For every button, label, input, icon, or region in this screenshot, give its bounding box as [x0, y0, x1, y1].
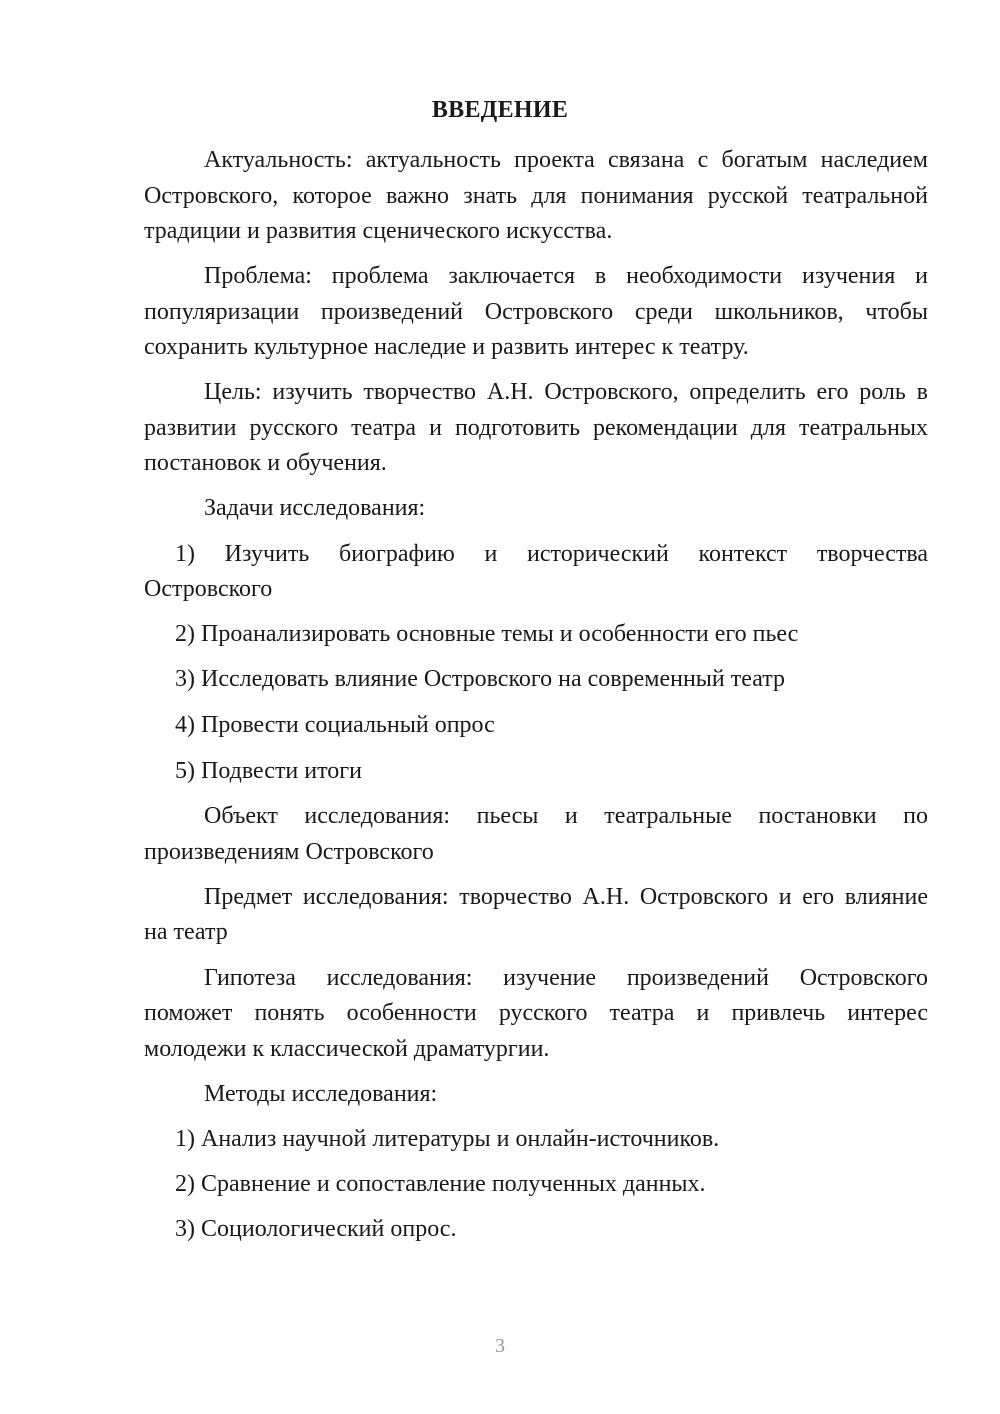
object-line-2: произведениям Островского	[144, 839, 434, 865]
page-number: 3	[495, 1335, 505, 1357]
problem-line-1: Проблема: проблема заключается в необходимости изучения и	[204, 263, 928, 289]
relevance-line-2: Островского, которое важно знать для понимания русской театральной	[144, 183, 928, 209]
task-item-3: 3) Исследовать влияние Островского на современный театр	[175, 666, 786, 692]
hypothesis-line-3: молодежи к классической драматургии.	[144, 1036, 550, 1062]
method-item-2: 2) Сравнение и сопоставление полученных данных.	[175, 1171, 706, 1197]
hypothesis-line-1: Гипотеза исследования: изучение произведений Островского	[204, 965, 928, 991]
task-item-2: 2) Проанализировать основные темы и особенности его пьес	[175, 621, 799, 647]
task-item-4: 4) Провести социальный опрос	[175, 712, 495, 738]
relevance-line-3: традиции и развития сценического искусства.	[144, 218, 613, 244]
goal-line-2: развитии русского театра и подготовить рекомендации для театральных	[144, 415, 928, 441]
object-line-1: Объект исследования: пьесы и театральные постановки по	[204, 803, 928, 829]
problem-line-2: популяризации произведений Островского среди школьников, чтобы	[144, 299, 928, 325]
tasks-heading: Задачи исследования:	[204, 495, 426, 521]
subject-line-2: на театр	[144, 919, 228, 945]
task-item-1-line-2: Островского	[144, 576, 273, 602]
method-item-1: 1) Анализ научной литературы и онлайн-источников.	[175, 1126, 720, 1152]
task-item-5: 5) Подвести итоги	[175, 758, 362, 784]
task-item-1-line-1: 1) Изучить биографию и исторический контекст творчества	[175, 541, 928, 567]
methods-heading: Методы исследования:	[204, 1081, 438, 1107]
problem-line-3: сохранить культурное наследие и развить интерес к театру.	[144, 334, 749, 360]
hypothesis-line-2: поможет понять особенности русского театра и привлечь интерес	[144, 1000, 928, 1026]
goal-line-3: постановок и обучения.	[144, 450, 387, 476]
goal-line-1: Цель: изучить творчество А.Н. Островского, определить его роль в	[204, 379, 928, 405]
method-item-3: 3) Социологический опрос.	[175, 1216, 457, 1242]
page-title: ВВЕДЕНИЕ	[431, 97, 569, 123]
relevance-line-1: Актуальность: актуальность проекта связана с богатым наследием	[204, 147, 928, 173]
subject-line-1: Предмет исследования: творчество А.Н. Островского и его влияние	[204, 884, 928, 910]
